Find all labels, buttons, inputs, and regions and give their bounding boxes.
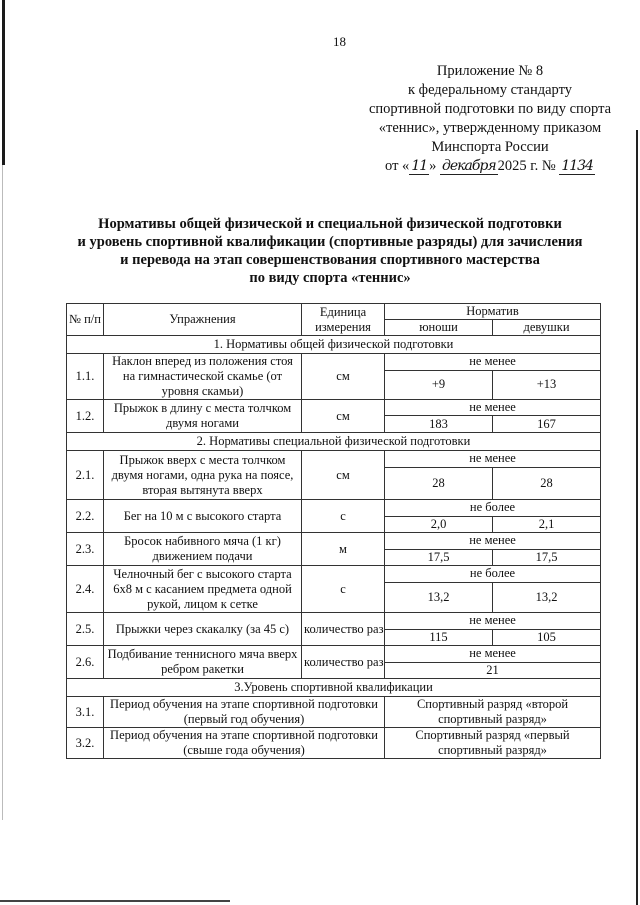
- row-period: Период обучения на этапе спортивной подготовки (первый год обучения): [104, 697, 385, 728]
- order-month-handwritten: декабря: [442, 158, 496, 174]
- table-row: [67, 613, 601, 630]
- row-boys: 17,5: [385, 549, 493, 566]
- row-girls: 28: [493, 467, 601, 499]
- section-title: 1. Нормативы общей физической подготовки: [67, 336, 601, 354]
- row-num: 1.1.: [67, 354, 104, 400]
- table-row: [67, 533, 601, 550]
- title-line: Нормативы общей физической и специальной физической подготовки: [98, 216, 562, 232]
- row-condition: не менее: [385, 533, 601, 550]
- row-girls: +13: [493, 370, 601, 399]
- row-condition: не более: [385, 500, 601, 517]
- row-exercise: Подбивание теннисного мяча вверх ребром ракетки: [104, 646, 302, 679]
- table-row: [67, 566, 601, 583]
- row-num: 3.2.: [67, 728, 104, 759]
- header-boys: юноши: [385, 320, 493, 336]
- row-unit: см: [302, 400, 385, 433]
- section-title: 2. Нормативы специальной физической подготовки: [67, 433, 601, 451]
- row-girls: 2,1: [493, 516, 601, 533]
- table-row: [67, 354, 601, 371]
- appendix-line: Приложение № 8: [436, 63, 544, 79]
- appendix-line: «теннис», утвержденному приказом: [378, 120, 602, 136]
- row-rank: Спортивный разряд «первый спортивный разряд»: [385, 728, 601, 759]
- scan-edge-right: [636, 130, 638, 905]
- order-number-handwritten: 1134: [561, 158, 593, 174]
- row-num: 2.5.: [67, 613, 104, 646]
- scan-edge-left: [2, 0, 5, 165]
- norms-table: [66, 303, 601, 759]
- row-condition: не менее: [385, 354, 601, 371]
- row-both: 21: [385, 662, 601, 679]
- section-title: 3.Уровень спортивной квалификации: [67, 679, 601, 697]
- row-exercise: Бросок набивного мяча (1 кг) движением подачи: [104, 533, 302, 566]
- row-unit: с: [302, 566, 385, 613]
- row-girls: 105: [493, 629, 601, 646]
- header-unit: Единица измерения: [302, 304, 385, 336]
- row-condition: не менее: [385, 613, 601, 630]
- header-norm: Норматив: [385, 304, 601, 320]
- row-boys: 115: [385, 629, 493, 646]
- appendix-line: Минспорта России: [431, 139, 549, 155]
- table-row: [67, 646, 601, 663]
- order-year: 2025 г. №: [497, 158, 556, 174]
- row-unit: см: [302, 354, 385, 400]
- title-line: и перевода на этап совершенствования спортивного мастерства: [120, 252, 540, 268]
- scan-edge-bottom: [0, 900, 230, 902]
- row-exercise: Челночный бег с высокого старта 6х8 м с касанием предмета одной рукой, лицом к сетке: [104, 566, 302, 613]
- header-exercise: Упражнения: [104, 304, 302, 336]
- order-prefix: от «: [385, 158, 410, 174]
- title-line: по виду спорта «теннис»: [249, 270, 411, 286]
- row-boys: 2,0: [385, 516, 493, 533]
- appendix-line: к федеральному стандарту: [408, 82, 572, 98]
- table-row: [67, 451, 601, 468]
- order-date-line: [340, 157, 640, 176]
- appendix-header: [340, 62, 640, 176]
- appendix-line: спортивной подготовки по виду спорта: [368, 101, 612, 117]
- row-rank: Спортивный разряд «второй спортивный разряд»: [385, 697, 601, 728]
- row-condition: не менее: [385, 646, 601, 663]
- row-girls: 167: [493, 416, 601, 433]
- row-exercise: Наклон вперед из положения стоя на гимнастической скамье (от уровня скамьи): [104, 354, 302, 400]
- row-num: 2.6.: [67, 646, 104, 679]
- table-row: [67, 500, 601, 517]
- table-row: [67, 400, 601, 416]
- row-condition: не менее: [385, 451, 601, 468]
- row-num: 2.1.: [67, 451, 104, 500]
- row-exercise: Прыжок в длину с места толчком двумя ногами: [104, 400, 302, 433]
- header-girls: девушки: [493, 320, 601, 336]
- document-title: [60, 215, 600, 287]
- order-day-handwritten: 11: [411, 158, 428, 174]
- header-num: № п/п: [67, 304, 104, 336]
- row-num: 1.2.: [67, 400, 104, 433]
- row-num: 2.2.: [67, 500, 104, 533]
- row-exercise: Прыжки через скакалку (за 45 с): [104, 613, 302, 646]
- row-unit: см: [302, 451, 385, 500]
- table-row: [67, 697, 601, 728]
- row-unit: количество раз: [302, 613, 385, 646]
- row-condition: не менее: [385, 400, 601, 416]
- row-unit: с: [302, 500, 385, 533]
- row-unit: м: [302, 533, 385, 566]
- row-num: 2.3.: [67, 533, 104, 566]
- title-line: и уровень спортивной квалификации (спортивные разряды) для зачисления: [77, 234, 583, 250]
- row-boys: 28: [385, 467, 493, 499]
- row-girls: 13,2: [493, 582, 601, 612]
- row-num: 3.1.: [67, 697, 104, 728]
- table-row: [67, 728, 601, 759]
- row-boys: +9: [385, 370, 493, 399]
- page-number: 18: [333, 34, 346, 49]
- row-girls: 17,5: [493, 549, 601, 566]
- order-mid: »: [429, 158, 437, 174]
- row-exercise: Бег на 10 м с высокого старта: [104, 500, 302, 533]
- row-period: Период обучения на этапе спортивной подготовки (свыше года обучения): [104, 728, 385, 759]
- row-condition: не более: [385, 566, 601, 583]
- row-num: 2.4.: [67, 566, 104, 613]
- row-boys: 183: [385, 416, 493, 433]
- row-unit: количество раз: [302, 646, 385, 679]
- row-exercise: Прыжок вверх с места толчком двумя ногами, одна рука на поясе, вторая вытянута вверх: [104, 451, 302, 500]
- scan-edge-left-faint: [2, 165, 3, 820]
- row-boys: 13,2: [385, 582, 493, 612]
